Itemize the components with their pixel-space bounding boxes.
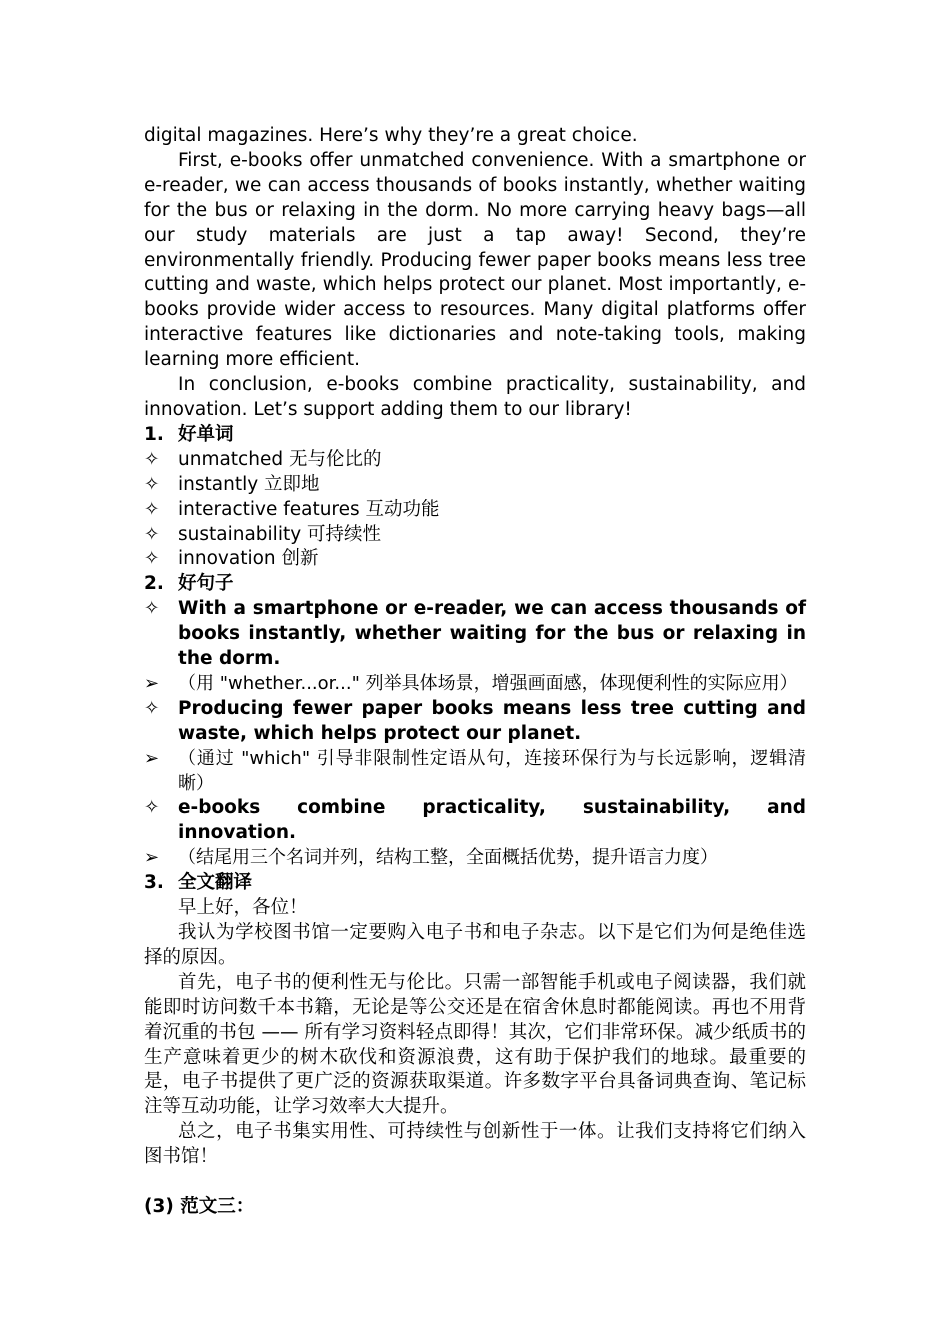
star-bullet-icon: ✧ (144, 697, 160, 719)
arrow-bullet-icon: ➢ (144, 747, 160, 769)
essay-intro-tail: digital magazines. Here’s why they’re a great choice. (144, 125, 638, 146)
sentence-item (144, 697, 806, 747)
next-section-heading: (3) 范文三： (144, 1195, 255, 1217)
translation-paragraph: 早上好，各位！ (178, 897, 308, 919)
sentence-note (144, 747, 806, 797)
sentence-note (144, 846, 806, 871)
sentence-item (144, 597, 806, 672)
vocab-text: interactive features 互动功能 (178, 498, 440, 520)
section-2-title: 好句子 (178, 573, 234, 595)
arrow-bullet-icon: ➢ (144, 672, 160, 694)
star-bullet-icon: ✧ (144, 448, 160, 470)
star-bullet-icon: ✧ (144, 498, 160, 520)
translation-paragraph: 我认为学校图书馆一定要购入电子书和电子杂志。以下是它们为何是绝佳选择的原因。 (144, 922, 806, 968)
sentence-text: Producing fewer paper books means less tree cutting and waste, which helps protect our planet. (178, 697, 806, 744)
translation-paragraph: 总之，电子书集实用性、可持续性与创新性于一体。让我们支持将它们纳入图书馆！ (144, 1121, 806, 1168)
section-1-number: 1. (144, 423, 164, 445)
sentence-text: e-books combine practicality, sustainability, and innovation. (178, 797, 806, 844)
section-2-number: 2. (144, 573, 164, 595)
essay-paragraph-1: First, e-books offer unmatched convenience. With a smartphone or e-reader, we can access thousands of books instantly, whether waiting for the bus or relaxing in the dorm. No more carrying heavy bags—all our study materials are just a tap away! Second, they’re environmentally friendly. Producing fewer paper books means less tree cutting and waste, which helps protect our planet. Most importantly, e-books provide wider access to resources. Many digital platforms offer interactive features like dictionaries and note-taking tools, making learning more efficient. (144, 149, 806, 371)
sentence-note (144, 672, 806, 697)
section-1-heading (144, 423, 806, 448)
sentence-note-text: （结尾用三个名词并列，结构工整，全面概括优势，提升语言力度） (178, 847, 718, 869)
vocab-text: unmatched 无与伦比的 (178, 448, 382, 470)
sentence-text: With a smartphone or e-reader, we can access thousands of books instantly, whether waiting for the bus or relaxing in the dorm. (178, 598, 806, 670)
blank-line (144, 1170, 806, 1195)
vocab-item (144, 498, 806, 523)
star-bullet-icon: ✧ (144, 523, 160, 545)
section-3-number: 3. (144, 872, 164, 894)
star-bullet-icon: ✧ (144, 797, 160, 819)
vocab-item (144, 523, 806, 548)
section-3-heading (144, 871, 806, 896)
vocab-text: innovation 创新 (178, 548, 319, 570)
section-3-title: 全文翻译 (178, 872, 253, 894)
sentence-note-text: （用 "whether...or..." 列举具体场景，增强画面感，体现便利性的实际应用） (178, 672, 798, 694)
star-bullet-icon: ✧ (144, 473, 160, 495)
arrow-bullet-icon: ➢ (144, 847, 160, 869)
vocab-text: instantly 立即地 (178, 473, 320, 495)
star-bullet-icon: ✧ (144, 598, 160, 620)
sentence-item (144, 796, 806, 846)
vocab-item (144, 547, 806, 572)
star-bullet-icon: ✧ (144, 548, 160, 570)
section-1-title: 好单词 (178, 423, 234, 445)
vocab-item (144, 448, 806, 473)
essay-paragraph-2: In conclusion, e-books combine practicality, sustainability, and innovation. Let’s support adding them to our library! (144, 374, 806, 420)
vocab-item (144, 473, 806, 498)
translation-paragraph: 首先，电子书的便利性无与伦比。只需一部智能手机或电子阅读器，我们就能即时访问数千本书籍，无论是等公交还是在宿舍休息时都能阅读。再也不用背着沉重的书包 —— 所有学习资料轻点即得！其次，它们非常环保。减少纸质书的生产意味着更少的树木砍伐和资源浪费，这有助于保护我们的地球。最重要的是，电子书提供了更广泛的资源获取渠道。许多数字平台具备词典查询、笔记标注等互动功能，让学习效率大大提升。 (144, 971, 806, 1118)
document-page (144, 124, 806, 1220)
vocab-text: sustainability 可持续性 (178, 523, 382, 545)
sentence-note-text: （通过 "which" 引导非限制性定语从句，连接环保行为与长远影响，逻辑清晰） (178, 747, 806, 794)
section-2-heading (144, 572, 806, 597)
